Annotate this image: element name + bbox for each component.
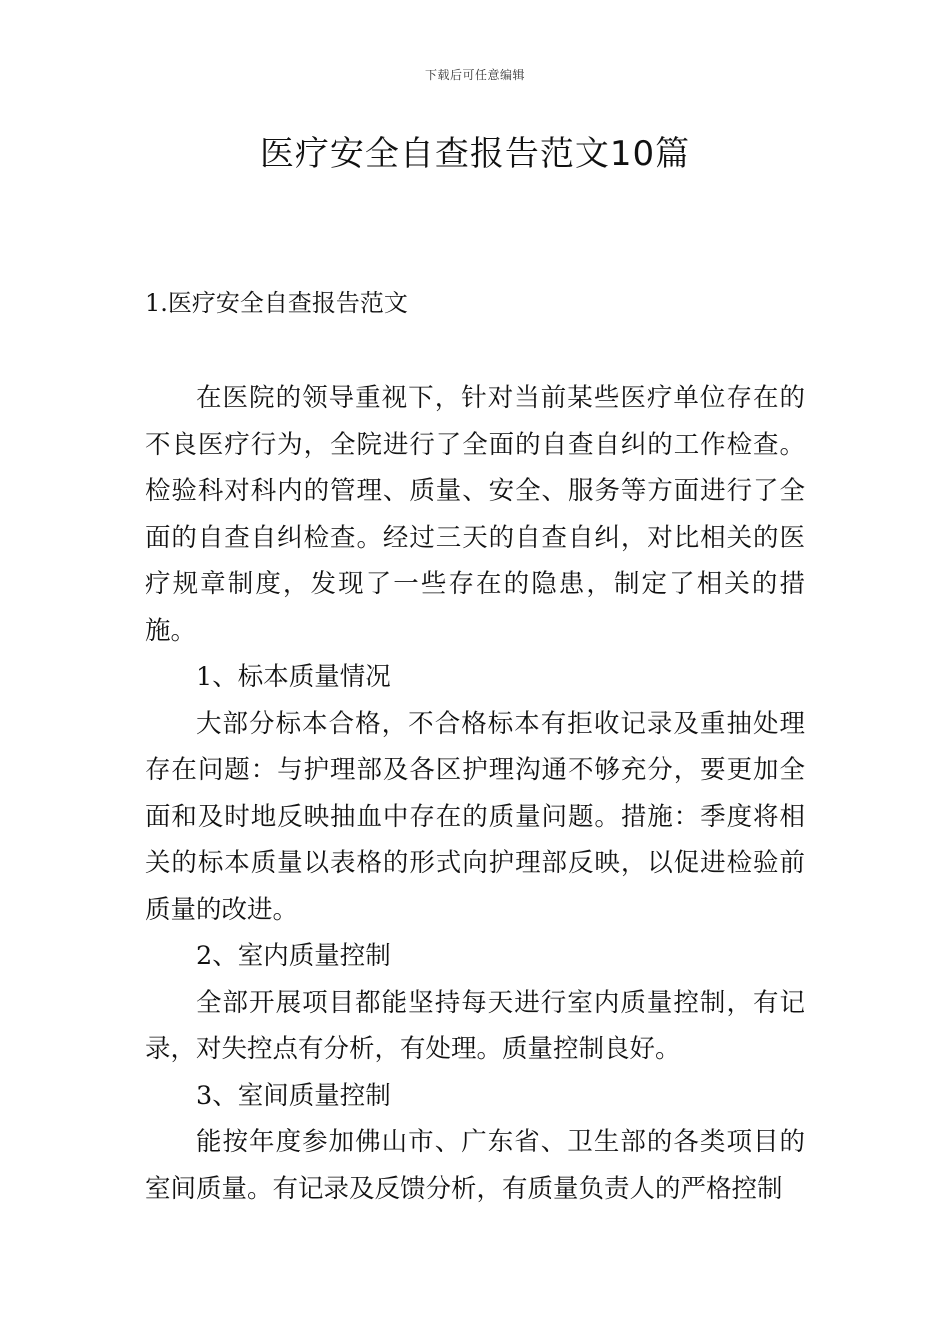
paragraph-intro: 在医院的领导重视下，针对当前某些医疗单位存在的不良医疗行为，全院进行了全面的自查自纠的工作检查。检验科对科内的管理、质量、安全、服务等方面进行了全面的自查自纠检查。经过三天的自查自纠，对比相关的医疗规章制度，发现了一些存在的隐患，制定了相关的措施。 [145,383,805,646]
subheading-specimen-quality: 1、标本质量情况 [196,662,391,692]
header-note: 下载后可任意编辑 [424,68,525,82]
paragraph-internal-quality-control: 全部开展项目都能坚持每天进行室内质量控制，有记录，对失控点有分析，有处理。质量控制良好。 [145,987,805,1064]
subheading-external-quality-control: 3、室间质量控制 [196,1080,391,1111]
subheading-internal-quality-control: 2、室内质量控制 [196,941,391,971]
section-heading: 1.医疗安全自查报告范文 [145,289,408,317]
paragraph-external-quality-control: 能按年度参加佛山市、广东省、卫生部的各类项目的室间质量。有记录及反馈分析，有质量负责人的严格控制 [145,1127,805,1204]
paragraph-specimen-quality: 大部分标本合格，不合格标本有拒收记录及重抽处理存在问题：与护理部及各区护理沟通不够充分，要更加全面和及时地反映抽血中存在的质量问题。措施：季度将相关的标本质量以表格的形式向护理部反映，以促进检验前质量的改进。 [145,708,805,925]
body-text [145,375,805,1212]
document-title: 医疗安全自查报告范文10篇 [259,134,691,174]
